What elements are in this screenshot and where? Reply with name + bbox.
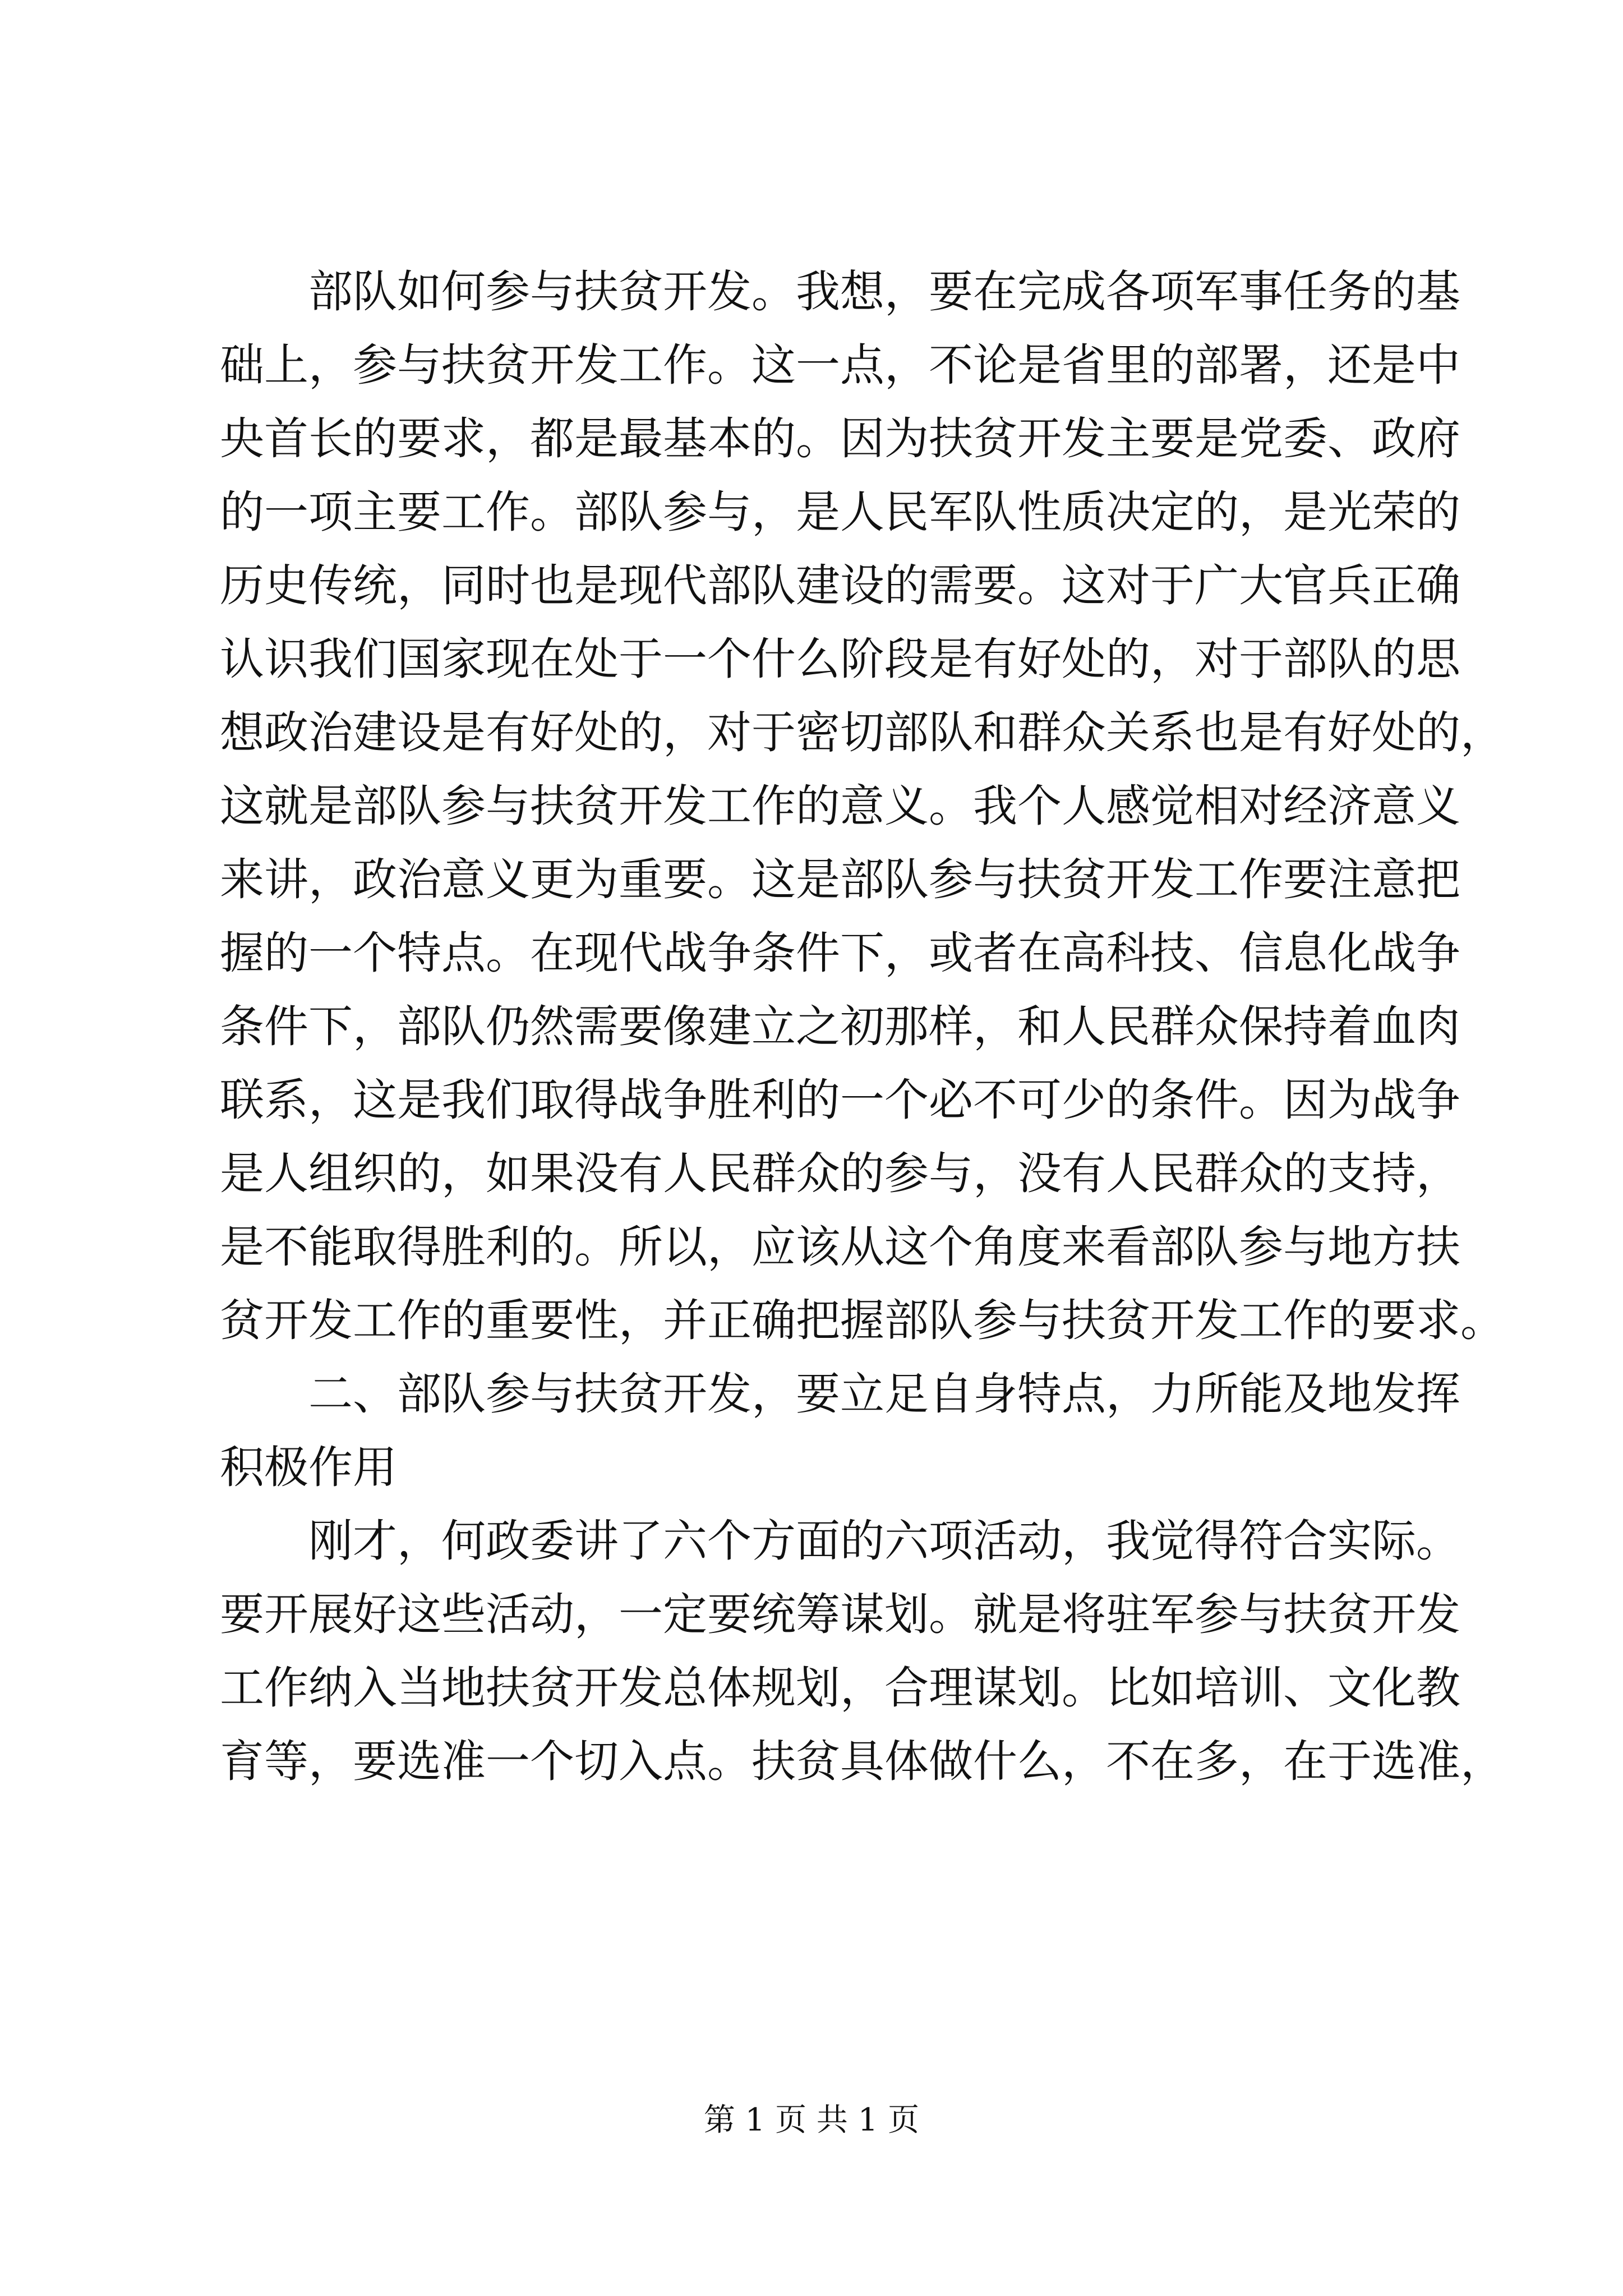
text-line: 部队如何参与扶贫开发。我想，要在完成各项军事任务的基	[308, 266, 1460, 318]
text-line: 联系，这是我们取得战争胜利的一个必不可少的条件。因为战争	[220, 1074, 1460, 1126]
text-line: 工作纳入当地扶贫开发总体规划，合理谋划。比如培训、文化教	[220, 1662, 1460, 1714]
page-number-footer: 第 1 页 共 1 页	[703, 2102, 920, 2138]
text-line: 这就是部队参与扶贫开发工作的意义。我个人感觉相对经济意义	[220, 780, 1460, 832]
text-line: 握的一个特点。在现代战争条件下，或者在高科技、信息化战争	[220, 927, 1460, 979]
text-line: 认识我们国家现在处于一个什么阶段是有好处的，对于部队的思	[220, 633, 1460, 685]
text-line: 要开展好这些活动，一定要统筹谋划。就是将驻军参与扶贫开发	[220, 1589, 1460, 1640]
text-line: 条件下，部队仍然需要像建立之初那样，和人民群众保持着血肉	[220, 1001, 1460, 1052]
text-line: 想政治建设是有好处的，对于密切部队和群众关系也是有好处的，	[220, 707, 1505, 758]
text-line: 来讲，政治意义更为重要。这是部队参与扶贫开发工作要注意把	[220, 854, 1460, 905]
text-line: 央首长的要求，都是最基本的。因为扶贫开发主要是党委、政府	[220, 413, 1460, 464]
text-line: 历史传统，同时也是现代部队建设的需要。这对于广大官兵正确	[220, 560, 1460, 611]
section-heading-line: 积极作用	[220, 1442, 397, 1493]
text-line: 础上，参与扶贫开发工作。这一点，不论是省里的部署，还是中	[220, 339, 1460, 391]
text-line: 是不能取得胜利的。所以，应该从这个角度来看部队参与地方扶	[220, 1221, 1460, 1273]
text-line: 刚才，何政委讲了六个方面的六项活动，我觉得符合实际。	[308, 1515, 1460, 1567]
section-heading-line: 二、部队参与扶贫开发，要立足自身特点，力所能及地发挥	[308, 1368, 1460, 1420]
text-line: 的一项主要工作。部队参与，是人民军队性质决定的，是光荣的	[220, 486, 1460, 538]
text-line: 是人组织的，如果没有人民群众的参与，没有人民群众的支持，	[220, 1148, 1460, 1199]
text-line: 贫开发工作的重要性，并正确把握部队参与扶贫开发工作的要求。	[220, 1295, 1505, 1346]
text-line: 育等，要选准一个切入点。扶贫具体做什么，不在多，在于选准，	[220, 1736, 1505, 1787]
body-text	[220, 255, 1505, 1798]
